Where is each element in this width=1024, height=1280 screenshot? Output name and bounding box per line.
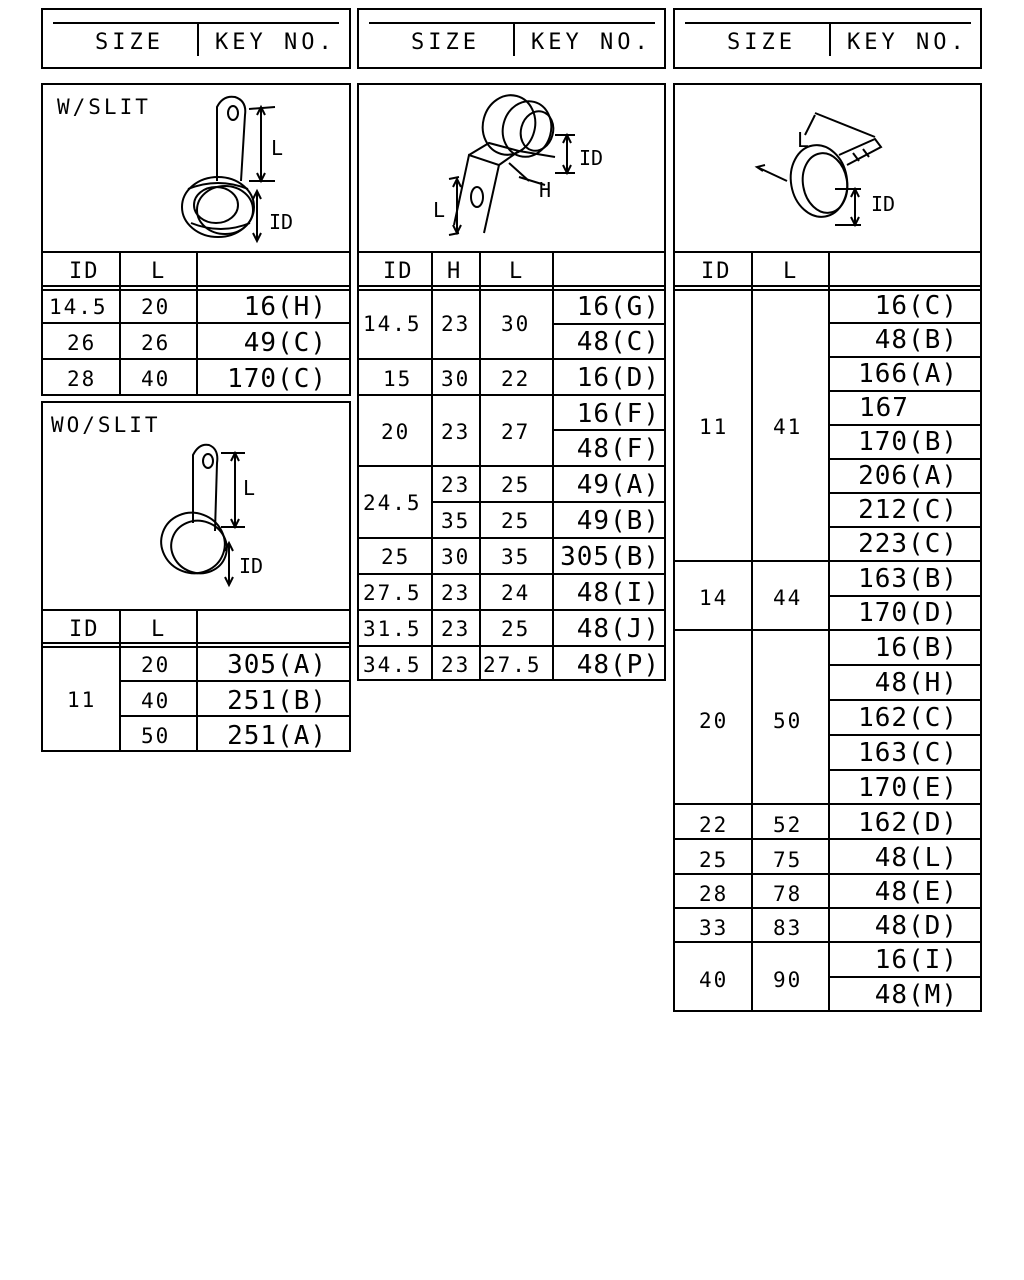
offset-h-cell: 23: [441, 420, 471, 444]
header-size-label: SIZE: [95, 30, 164, 55]
band-key-cell: 16(B): [874, 633, 958, 663]
band-id-cell: 20: [699, 709, 729, 733]
offset-key-cell: 49(B): [576, 506, 660, 536]
band-l-cell: 44: [773, 586, 803, 610]
band-key-cell: 212(C): [858, 495, 958, 525]
offset-l-cell: 25: [501, 473, 531, 497]
woslit-row-key: 251(B): [227, 686, 327, 716]
wslit-label: W/SLIT: [57, 95, 151, 119]
offset-h-cell: 30: [441, 367, 471, 391]
band-key-cell: 163(C): [858, 738, 958, 768]
offset-l-cell: 24: [501, 581, 531, 605]
band-dim-l: L: [797, 128, 810, 152]
offset-dim-id: ID: [579, 146, 604, 170]
band-id-cell: 28: [699, 882, 729, 906]
offset-id-cell: 24.5: [363, 491, 422, 515]
wslit-clamp-illustration: [43, 85, 353, 255]
col-header-id: ID: [383, 259, 414, 284]
band-key-cell: 162(C): [858, 703, 958, 733]
offset-key-cell: 48(C): [576, 327, 660, 357]
band-clamp-panel: [673, 83, 982, 1012]
wslit-dim-id: ID: [269, 210, 294, 234]
col-header-l: L: [783, 259, 799, 284]
offset-h-cell: 23: [441, 312, 471, 336]
band-id-cell: 33: [699, 916, 729, 940]
wslit-row-l: 26: [141, 331, 171, 355]
woslit-clamp-illustration: [43, 403, 353, 609]
offset-l-cell: 27: [501, 420, 531, 444]
header-size-label: SIZE: [411, 30, 480, 55]
band-key-cell: 48(E): [874, 877, 958, 907]
offset-h-cell: 23: [441, 653, 471, 677]
offset-h-cell: 23: [441, 581, 471, 605]
band-id-cell: 11: [699, 415, 729, 439]
band-key-cell: 16(C): [874, 291, 958, 321]
offset-dim-l: L: [433, 198, 446, 222]
band-key-cell: 170(D): [858, 598, 958, 628]
band-l-cell: 90: [773, 968, 803, 992]
offset-id-cell: 15: [383, 367, 413, 391]
woslit-panel: [41, 401, 351, 752]
col-header-l: L: [151, 259, 167, 284]
wslit-row-key: 16(H): [243, 292, 327, 322]
offset-id-cell: 14.5: [363, 312, 422, 336]
band-l-cell: 83: [773, 916, 803, 940]
band-l-cell: 50: [773, 709, 803, 733]
band-id-cell: 40: [699, 968, 729, 992]
woslit-id-cell: 11: [67, 688, 97, 712]
band-key-cell: 48(B): [874, 325, 958, 355]
offset-id-cell: 25: [381, 545, 411, 569]
band-key-cell: 223(C): [858, 529, 958, 559]
woslit-dim-l: L: [243, 476, 256, 500]
offset-key-cell: 48(P): [576, 650, 660, 680]
col-header-l: L: [151, 617, 167, 642]
offset-l-cell: 30: [501, 312, 531, 336]
band-key-cell: 48(L): [874, 843, 958, 873]
woslit-row-key: 305(A): [227, 650, 327, 680]
offset-id-cell: 27.5: [363, 581, 422, 605]
offset-key-cell: 16(D): [576, 363, 660, 393]
woslit-dim-id: ID: [239, 554, 264, 578]
wslit-dim-l: L: [271, 136, 284, 160]
band-l-cell: 52: [773, 813, 803, 837]
offset-l-cell: 22: [501, 367, 531, 391]
header-box-1: [41, 8, 351, 69]
band-key-cell: 167: [859, 393, 909, 423]
band-key-cell: 206(A): [858, 461, 958, 491]
woslit-row-l: 20: [141, 653, 171, 677]
wslit-row-id: 26: [67, 331, 97, 355]
band-id-cell: 22: [699, 813, 729, 837]
wslit-panel: [41, 83, 351, 396]
col-header-h: H: [447, 259, 463, 284]
band-key-cell: 162(D): [858, 808, 958, 838]
band-key-cell: 163(B): [858, 564, 958, 594]
offset-key-cell: 48(F): [576, 434, 660, 464]
band-l-cell: 41: [773, 415, 803, 439]
header-box-2: [357, 8, 666, 69]
header-box-3: [673, 8, 982, 69]
wslit-row-id: 14.5: [49, 295, 108, 319]
wslit-row-key: 49(C): [243, 328, 327, 358]
band-l-cell: 75: [773, 848, 803, 872]
offset-h-cell: 35: [441, 509, 471, 533]
wslit-row-l: 40: [141, 367, 171, 391]
col-header-id: ID: [69, 259, 100, 284]
wslit-row-id: 28: [67, 367, 97, 391]
offset-l-cell: 35: [501, 545, 531, 569]
offset-h-cell: 30: [441, 545, 471, 569]
woslit-row-l: 50: [141, 724, 171, 748]
offset-id-cell: 31.5: [363, 617, 422, 641]
woslit-row-key: 251(A): [227, 721, 327, 751]
offset-key-cell: 16(F): [576, 399, 660, 429]
header-size-label: SIZE: [727, 30, 796, 55]
band-key-cell: 166(A): [858, 359, 958, 389]
wslit-row-key: 170(C): [227, 364, 327, 394]
band-l-cell: 78: [773, 882, 803, 906]
offset-clamp-panel: [357, 83, 666, 681]
offset-key-cell: 48(J): [576, 614, 660, 644]
band-dim-id: ID: [871, 192, 896, 216]
band-id-cell: 14: [699, 586, 729, 610]
offset-l-cell: 25: [501, 617, 531, 641]
band-key-cell: 170(E): [858, 773, 958, 803]
header-key-no-label: KEY NO.: [215, 30, 336, 55]
header-key-no-label: KEY NO.: [531, 30, 652, 55]
wslit-row-l: 20: [141, 295, 171, 319]
offset-id-cell: 20: [381, 420, 411, 444]
band-key-cell: 170(B): [858, 427, 958, 457]
woslit-label: WO/SLIT: [51, 413, 161, 437]
col-header-l: L: [509, 259, 525, 284]
band-clamp-illustration: [675, 85, 984, 255]
offset-l-cell: 25: [501, 509, 531, 533]
offset-clamp-illustration: [359, 85, 668, 255]
offset-h-cell: 23: [441, 473, 471, 497]
woslit-row-l: 40: [141, 689, 171, 713]
header-key-no-label: KEY NO.: [847, 30, 968, 55]
offset-dim-h: H: [539, 178, 552, 202]
offset-key-cell: 305(B): [560, 542, 660, 572]
band-key-cell: 16(I): [874, 945, 958, 975]
band-key-cell: 48(M): [874, 980, 958, 1010]
offset-key-cell: 48(I): [576, 578, 660, 608]
col-header-id: ID: [701, 259, 732, 284]
band-key-cell: 48(H): [874, 668, 958, 698]
offset-key-cell: 16(G): [576, 292, 660, 322]
offset-l-cell: 27.5: [483, 653, 542, 677]
band-id-cell: 25: [699, 848, 729, 872]
offset-key-cell: 49(A): [576, 470, 660, 500]
band-key-cell: 48(D): [874, 911, 958, 941]
col-header-id: ID: [69, 617, 100, 642]
offset-h-cell: 23: [441, 617, 471, 641]
offset-id-cell: 34.5: [363, 653, 422, 677]
